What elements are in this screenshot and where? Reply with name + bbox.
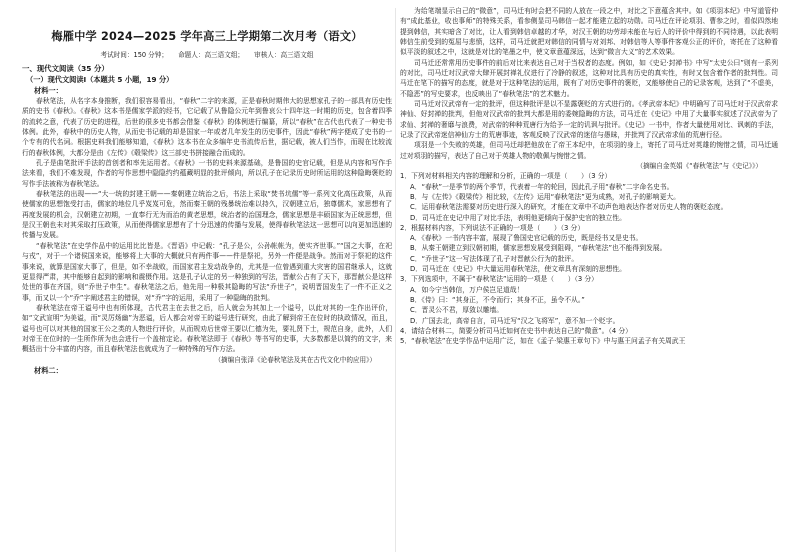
question-5-stem: 5．“春秋笔法”在史学作品中运用广泛，如在《孟子·梁惠王章句下》中与惠王问孟子有关周武王 — [400, 337, 686, 346]
material-two-paragraph-4: 项羽是一个失败的英雄，但司马迁却把他放在了帝王本纪中，在项羽的身上，寄托了司马迁对英雄的惋惜之情，司马迁通过对项羽的描写，表达了自己对于英雄人物的敬佩与惋惜之情。 — [400, 141, 778, 160]
question-3-option-d: D．广国去北，高帝自言，司马迁写“汉之飞将军”，意不加一个贬字。 — [410, 316, 620, 325]
subsection-heading: （一）现代文阅读Ⅰ（本题共 5 小题，19 分） — [26, 75, 174, 84]
passage-paragraph-1: 春秋笔法，从名字本身推断，我们很容易看出，“春秋”二字的来源，正是春秋时期伟大的思想家孔子的一部具有历史性质的史书《春秋》。《春秋》这本书是儒家学派的经书，它记载了从鲁隐公元年到鲁哀公十四年这一时期的历史，包含着四季的流转之意，代表了历史的进程，后世的很多史书都会借鉴《春秋》的体例进行编纂，所以“春秋”在古代也代表了一种史书体例。此外，春秋中的历史人物，从而史书记载的却是国家一年或者几年发生的历史事件，因此“春秋”两字便成了史书的一个专有的代名词。根据史料我们能够知道，《春秋》这本书在众多编年史书流传后世，据记载，被人们当作，而现在比较流行的春秋体例，大都分是由《左传》《毂梁传》这三部史书拼接融合而成的。 — [22, 97, 392, 157]
question-2-stem: 2．根据材料内容，下列说法不正确的一项是（ ）（3 分） — [400, 223, 585, 232]
question-3-option-c: C．晋灵公不君，厚敛以雕墙。 — [410, 306, 504, 315]
passage-paragraph-3: 春秋笔法的出现——“大一统的封建王朝——秦朝建立统治之后，书法上采取“焚书坑儒”等一系列文化高压政策，从而使儒家的思想饱受打击，儒家的地位几乎岌岌可危，然而秦王朝的残暴统治难以持久，汉朝建立后，独尊儒术，家思想有了再度发展的机会，汉朝建立初期，一直奉行无为而治的黄老思想，统治者的治国理念，儒家思想是丰硕国家为正统思想，但是汉王朝也未对其采取打压政策，从而使得儒家思想有了十分迅速的传播与发展，使得春秋笔法这一思想可以向更加迅速的传播与发展。 — [22, 190, 392, 240]
question-3-option-b: B．《侍》曰：“其身正，不令而行；其身不正，虽令不从。” — [410, 295, 585, 304]
question-4-stem: 4．请结合材料二，简要分析司马迁如何在史书中表达自己的“微意”。（4 分） — [400, 326, 632, 335]
right-column — [400, 0, 778, 560]
exam-title: 梅雁中学 2024—2025 学年高三上学期第二次月考（语文） — [51, 30, 363, 43]
question-2-option-a: A．《春秋》一书内容丰富，展现了鲁国史官记载的历史，既是经书又是史书。 — [410, 234, 643, 243]
material-two-paragraph-1: 为给笔端显示自己的“微意”，司马迁有时会把不同的人放在一段之中，对比之下意蕴含其中。如《项羽本纪》中写道管仲有“成此基业，收也事师”的特殊关系，看参侧显司马韩信一起才能建立起的功勋。司马迁在评论项羽、曹参之时，看似四然地提到韩信，其实暗含了对比，让人看到韩信卓越的才华，对汉王朝的功劳却未能在与后人的评价中得到的不同待遇，以此表明韩信生前受到的冤屈与悲愤，这样，司马迁就把对韩信的同情与对刘邦、对韩信等人等事件客观公正的评价，寄托在了这种看似平淡的叙述之中，这就是对比的笔墨之中，使文章意蕴深远，达到“微言大义”的艺术效果。 — [400, 7, 778, 57]
material-two-paragraph-2: 司马迁还常常用历史事件的前后对比来表达自己对于当权者的态度。例如，如《史记·封禅书》中写“太史公曰”则有一系列的对比，司马迁对汉武帝大肆开展封禅礼仪进行了冷静的叙述，这种对比具有历史的真实性，有时又包含着作者的批判性。司马迁在笔下的描写的态度，就是对于这种笔法的运用，既有了对历史事件的褒贬，又能够使自己的记录客观，达到了“不虚美，不隐恶”的写史要求，也反映出了“春秋笔法”的艺术魅力。 — [400, 58, 778, 98]
material-two-label: 材料二： — [34, 365, 63, 375]
exam-reviewer: 审核人：高三语文组 — [254, 51, 314, 59]
material-one-label: 材料一： — [34, 86, 63, 95]
question-1-option-a: A．“春秋”一是季节的两个季节，代表着一年的轮回，因此孔子用“春秋”二字命名史书。 — [410, 182, 674, 191]
passage-paragraph-5: 春秋笔法在帝王谥号中也有所体现，古代君主在去世之后，后人就会为其加上一个谥号，以此对其的一生作出评价，如“文武宣明”为美谥，而“灵厉炀幽”为恶谥，后人都会对帝王的谥号进行研究，由此了解到帝王在位时的执政情况，而且，谥号也可以对其他的国家王公之类的人物进行评价，从而规劝后世帝王要以仁德为先，要礼贤下士，规范自身，此外，人们对帝王在位时的一生所作所为也会进行一个盖棺定论。春秋笔法即于《春秋》等书写的史事，大多数都是以简约的文字，来概括出十分丰富的内容，而且春秋笔法也就成为了一种特殊的写作方法。 — [22, 303, 392, 354]
question-1-option-c: C．运用春秋笔法需要对历史进行深入的研究，才能在文章中不动声色地表达作者对历史人物的褒贬态度。 — [410, 203, 728, 212]
question-3-stem: 3．下列选项中，不属于“春秋笔法”运用的一项是（ ）（3 分） — [400, 275, 598, 284]
passage-paragraph-2: 孔子是曲笔批评手法的首创者和率先运用者。《春秋》一书的史料来源基础，是鲁国的史官记载，但是从内容和写作手法来看，我们不难发现，作者的写作思想中隐隐约约蕴藏明显的批评倾向，所以孔子在记录历史时所运用的这种隐晦褒贬的写作手法被称为春秋笔法。 — [22, 159, 392, 188]
material-two-paragraph-3: 司马迁对汉武帝有一定的批评，但这种批评是以不显露褒贬的方式进行的。《孝武帝本纪》中明确写了司马迁对于汉武帝求神仙、好封禅的批判，但他对汉武帝的批判大都是用的委婉隐晦的方法，司马迁在《史记》中用了大量事实叙述了汉武帝为了求仙、封禅的奢靡与浪费，对武帝的种种荒唐行为给予一定的讥讽与批评。《史记》一书中，作者大量使用对比、讽刺的手法，记录了汉武帝迷信神仙方士的荒唐事迹，客观反映了汉武帝的迷信与愚昧，并批判了汉武帝求仙的荒唐行径。 — [400, 100, 778, 140]
question-3-option-a: A．如今宁当韩信，万户侯岂足道哉！ — [410, 285, 524, 294]
question-1-option-d: D．司马迁在史记中用了对比手法，表明他更倾向于保护史官的独立性。 — [410, 213, 626, 222]
question-1-option-b: B．与《左传》《毂梁传》相比较，《左传》运用“春秋笔法”更为成熟，对孔子的影响更大。 — [410, 192, 680, 201]
section-heading: 一、现代文阅读（35 分） — [22, 64, 109, 73]
exam-author: 命题人：高三语文组； — [178, 51, 245, 59]
material-one-source: （摘编自张泽《论春秋笔法及其在古代文化中的应用》） — [214, 355, 376, 364]
exam-time: 考试时间：150 分钟； — [100, 51, 168, 59]
passage-paragraph-4: “春秋笔法”在史学作品中的运用比比皆是。《晋语》中记载：“孔子是公，公孙帐帐为，使实齐世事。”“国之大事，在祀与戎”，对于一个诸侯国来说，能够将上大事的大概就只有两件事——件是祭祀，另外一件便是战争。然而对于祭祀的这件事来说，就算是国家大事了，但是，如不幸战败，而国家君主发动战争的，尤其是一位曾遇到重大灾害的国君继承人，这就更显得严肃，其中能够自起到的影响和震慑作用。这是孔子认定的另一种独到的写法，晋献公占有了天下，那晋献公是这样处世的事在齐国，则“乔世子申生”。春秋笔法之后，他先用一种极其隐晦的写法“乔世子”，说明晋国发生了一件不正义之事，而又以一个“乔”字阐述君主的错误，对“乔”字的运用，采用了一种隐晦的批判。 — [22, 241, 392, 302]
exam-meta — [22, 50, 392, 60]
question-1-stem: 1．下列对材料相关内容的理解和分析，正确的一项是（ ）（3 分） — [400, 172, 612, 181]
question-2-option-b: B．从秦王朝建立到汉朝初期，儒家思想发展受到阻碍，“春秋笔法”也不能得到发展。 — [410, 244, 667, 253]
material-two-source: （摘编自金英娟《“春秋笔法”与《史记》》） — [636, 162, 762, 171]
column-divider — [395, 8, 396, 552]
left-column — [22, 0, 392, 560]
question-2-option-d: D．司马迁在《史记》中大量运用春秋笔法，使文章具有深刻的思想性。 — [410, 265, 626, 274]
question-2-option-c: C．“乔世子”这一写法体现了孔子对晋献公行为的批评。 — [410, 254, 579, 263]
